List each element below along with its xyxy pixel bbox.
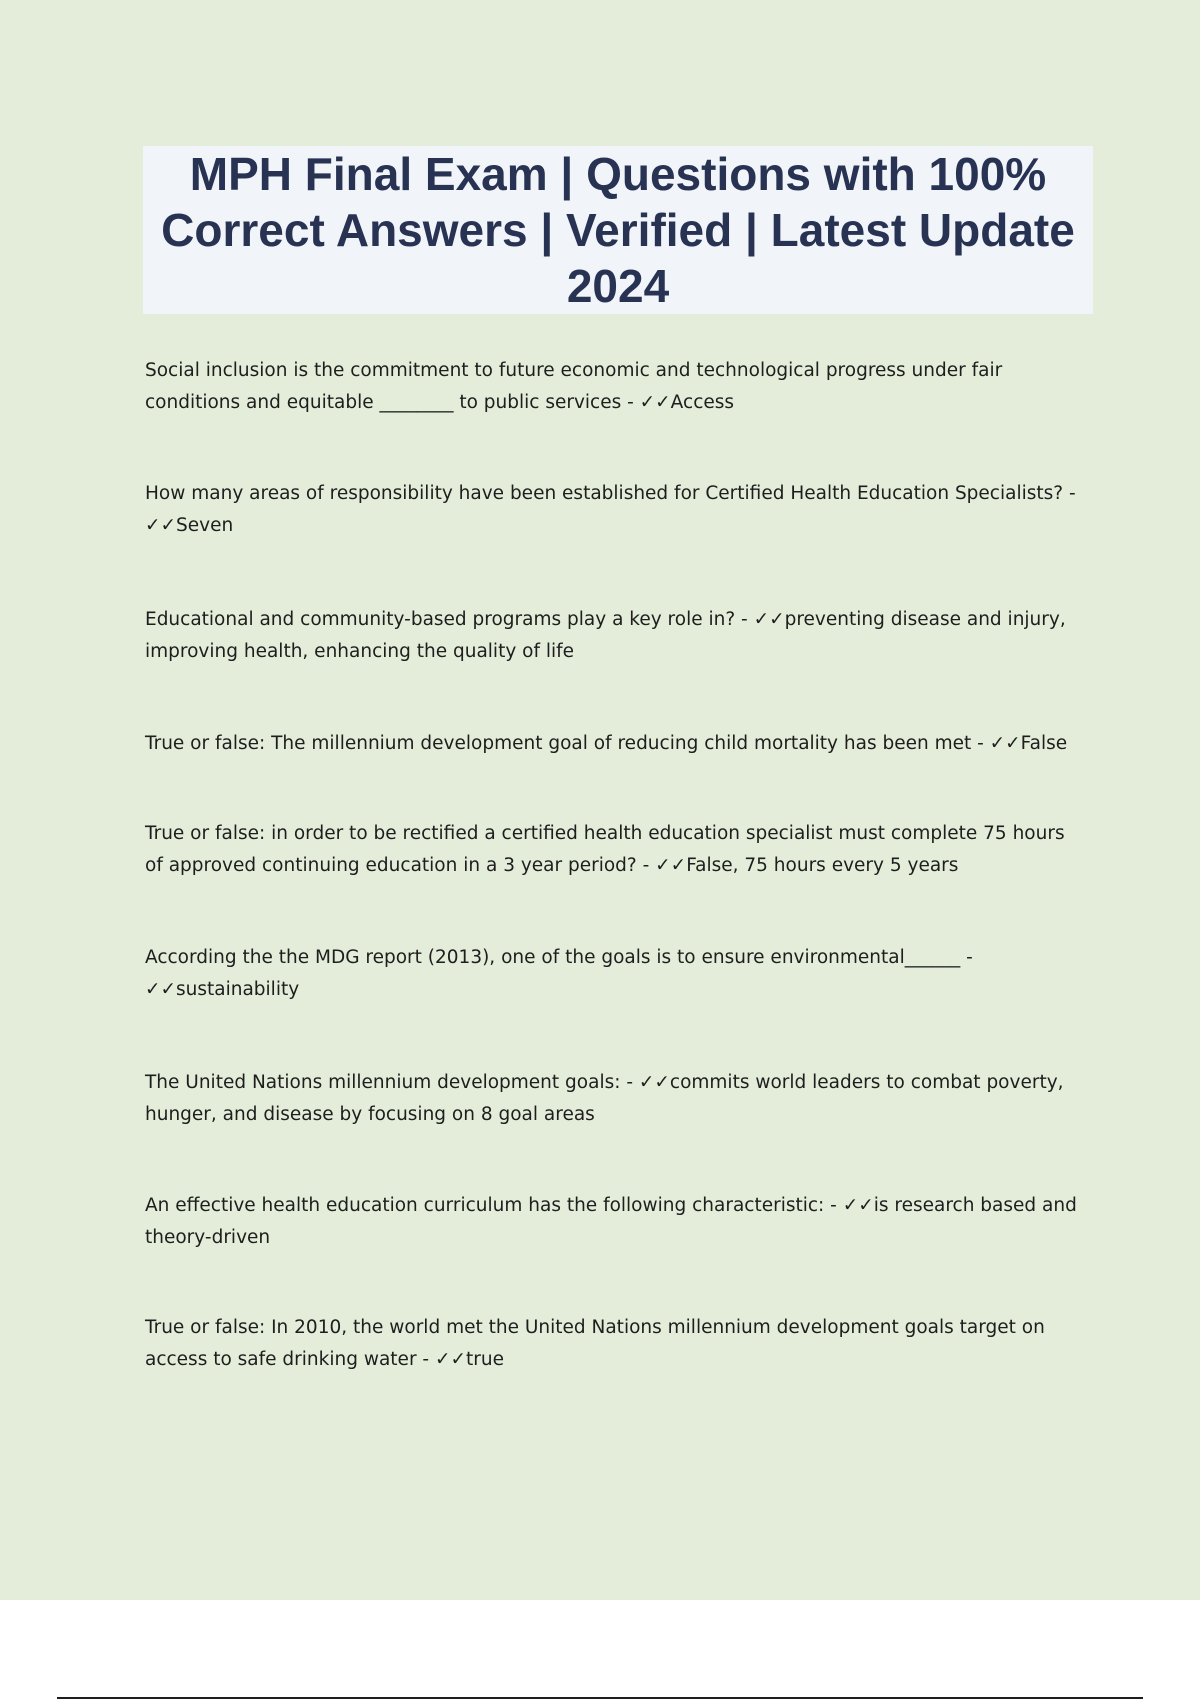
question-answer-2: How many areas of responsibility have been established for Certified Health Education Specialists? - ✓✓Seven [145, 483, 1076, 536]
question-answer-1: Social inclusion is the commitment to future economic and technological progress under fair conditions and equitable ________ to public services - ✓✓Access [145, 360, 1003, 413]
page-bottom-rule [57, 1697, 1143, 1699]
question-answer-7: The United Nations millennium development goals: - ✓✓commits world leaders to combat poverty, hunger, and disease by focusing on 8 goal areas [145, 1072, 1064, 1125]
question-answer-9: True or false: In 2010, the world met the United Nations millennium development goals target on access to safe drinking water - ✓✓true [145, 1317, 1045, 1370]
question-answer-3: Educational and community-based programs play a key role in? - ✓✓preventing disease and injury, improving health, enhancing the quality of life [145, 609, 1066, 662]
question-answer-5: True or false: in order to be rectified a certified health education specialist must complete 75 hours of approved continuing education in a 3 year period? - ✓✓False, 75 hours every 5 years [145, 823, 1065, 876]
question-answer-6: According the the MDG report (2013), one of the goals is to ensure environmental______ - ✓✓sustainability [145, 947, 973, 1000]
question-answer-4: True or false: The millennium development goal of reducing child mortality has been met - ✓✓False [145, 733, 1068, 754]
document-title: MPH Final Exam | Questions with 100% Correct Answers | Verified | Latest Update 2024 [161, 148, 1075, 312]
question-answer-8: An effective health education curriculum has the following characteristic: - ✓✓is research based and theory-driven [145, 1195, 1077, 1248]
title-banner [143, 146, 1093, 314]
